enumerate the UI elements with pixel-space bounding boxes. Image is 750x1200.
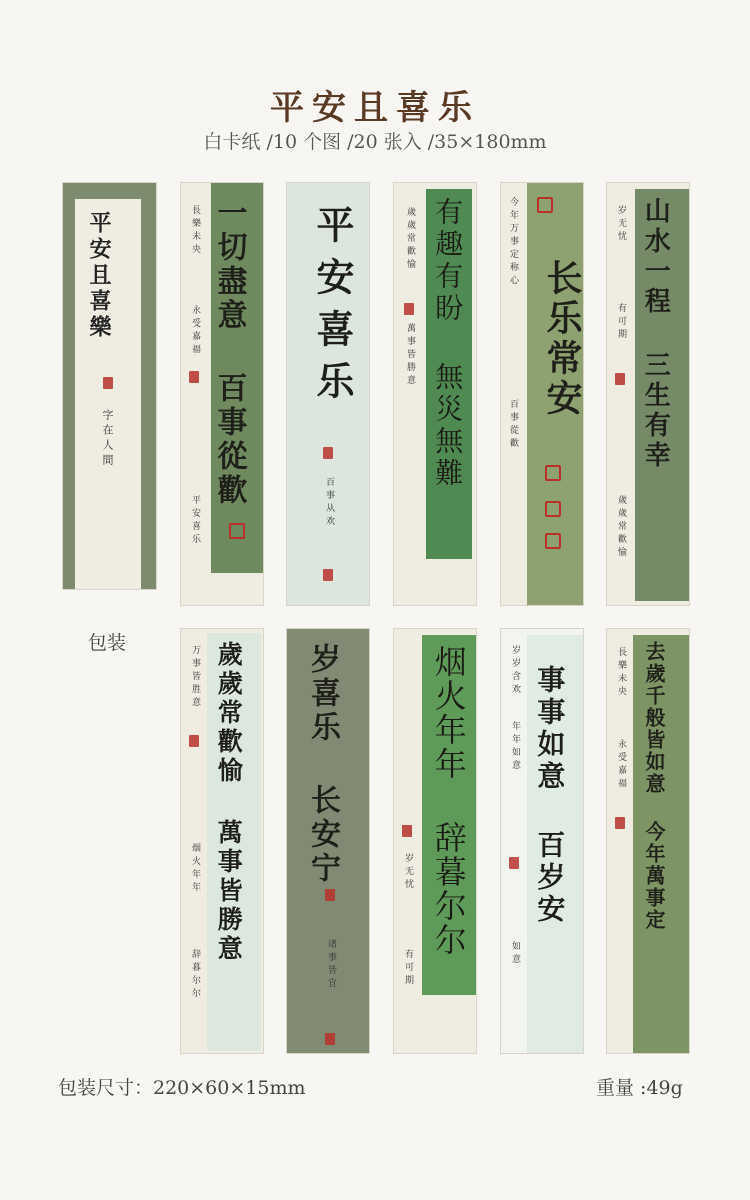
bookmark-3-side-mid: 萬事皆勝意 <box>405 323 415 388</box>
bookmark-9-side-mid: 年年如意 <box>510 721 520 773</box>
package-side-text: 字在人間 <box>101 409 114 469</box>
package-main-text: 平安且喜樂 <box>86 211 112 341</box>
bookmark-2-seal-bottom <box>323 569 333 581</box>
bookmark-4-seal-bottom <box>545 533 561 549</box>
bookmark-1-side-top: 長樂未央 <box>190 205 200 257</box>
bookmark-2 <box>286 182 370 606</box>
bookmark-1-seal <box>189 371 199 383</box>
bookmark-7 <box>286 628 370 1054</box>
bookmark-3 <box>393 182 477 606</box>
package-label-strip <box>75 199 141 590</box>
bookmark-6-side-bottom: 辞暮尔尔 <box>190 949 200 1001</box>
page-title: 平安且喜乐 <box>270 88 480 128</box>
package-label: 包装 <box>88 632 127 654</box>
package-seal <box>103 377 113 389</box>
bookmark-10-seal <box>615 817 625 829</box>
bookmark-4-seal-mid <box>545 465 561 481</box>
bookmark-1-seal-bottom <box>229 523 245 539</box>
bookmark-3-side-top: 歲歲常歡愉 <box>405 207 415 272</box>
bookmark-6 <box>180 628 264 1054</box>
bookmark-3-main-text: 有趣有盼 無災無難 <box>431 197 465 490</box>
package-card <box>62 182 157 590</box>
bookmark-2-main-text: 平安喜乐 <box>310 205 355 413</box>
bookmark-1-side-bottom: 平安喜乐 <box>190 495 200 547</box>
bookmark-9-side-top: 岁岁含欢 <box>510 645 520 697</box>
bookmark-5-side-top: 岁无忧 <box>616 205 626 244</box>
bookmark-3-seal <box>404 303 414 315</box>
bookmark-4-main-text: 长乐常安 <box>541 259 583 419</box>
bookmark-7-seal <box>325 889 335 901</box>
bookmark-10-side-mid: 永受嘉福 <box>616 739 626 791</box>
bookmark-10-side-top: 長樂未央 <box>616 647 626 699</box>
bookmark-9 <box>500 628 584 1054</box>
bookmark-2-side-bottom: 百事从欢 <box>324 477 334 529</box>
bookmark-6-seal <box>189 735 199 747</box>
bookmark-4-side-top: 今年万事定称心 <box>508 197 518 288</box>
bookmark-1-main-text: 一切盡意 百事從歡 <box>211 197 247 508</box>
bookmark-5-side-bottom: 歲歲常歡愉 <box>616 495 626 560</box>
bookmark-7-main-text: 岁喜乐 长安宁 <box>305 643 340 886</box>
bookmark-8-seal <box>402 825 412 837</box>
bookmark-8-side-bottom: 有可期 <box>403 949 413 988</box>
weight-label: 重量 :49g <box>596 1077 683 1099</box>
bookmark-5 <box>606 182 690 606</box>
page-subtitle: 白卡纸 /10 个图 /20 张入 /35×180mm <box>203 131 547 153</box>
bookmark-8-main-text: 烟火年年 辞暮尔尔 <box>429 645 468 957</box>
bookmark-4-side-bottom: 百事從歡 <box>508 399 518 451</box>
bookmark-2-seal <box>323 447 333 459</box>
bookmark-7-seal-bottom <box>325 1033 335 1045</box>
bookmark-6-main-text: 歲歲常歡愉 萬事皆勝意 <box>214 641 244 964</box>
bookmark-1-side-mid: 永受嘉福 <box>190 305 200 357</box>
package-size-label: 包装尺寸：220×60×15mm <box>58 1077 306 1099</box>
bookmark-10-main-text: 去歲千般皆如意 今年萬事定 <box>642 641 666 931</box>
bookmark-5-seal <box>615 373 625 385</box>
bookmark-4-seal-low <box>545 501 561 517</box>
bookmark-10 <box>606 628 690 1054</box>
bookmark-8-side-mid: 岁无忧 <box>403 853 413 892</box>
bookmark-4-seal-top <box>537 197 553 213</box>
bookmark-6-side-mid: 烟火年年 <box>190 843 200 895</box>
bookmark-5-side-mid: 有可期 <box>616 303 626 342</box>
bookmark-1 <box>180 182 264 606</box>
bookmark-6-side-top: 万事皆胜意 <box>190 645 200 710</box>
bookmark-9-main-text: 事事如意 百岁安 <box>533 665 567 926</box>
bookmark-4 <box>500 182 584 606</box>
bookmark-8 <box>393 628 477 1054</box>
bookmark-9-side-bottom: 如意 <box>510 941 520 967</box>
bookmark-5-main-text: 山水一程 三生有幸 <box>640 197 671 471</box>
bookmark-7-side-bottom: 诸事皆宜 <box>326 939 336 991</box>
bookmark-9-seal <box>509 857 519 869</box>
